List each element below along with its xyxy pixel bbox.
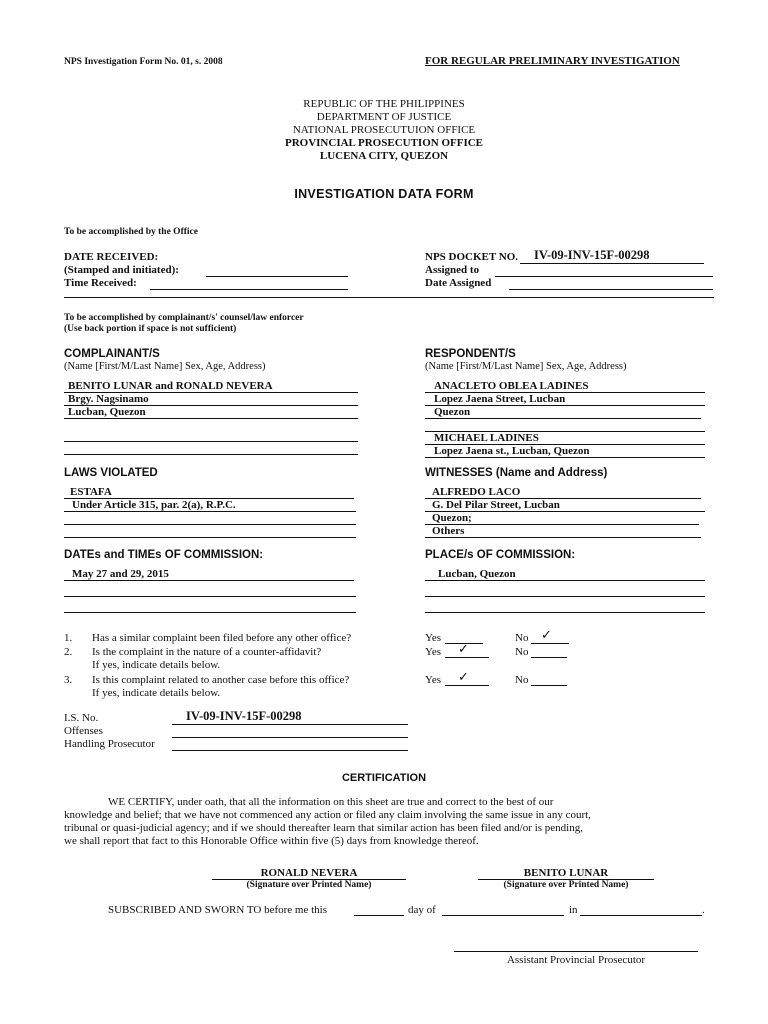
offenses-field[interactable]	[172, 737, 408, 738]
yes-label: Yes	[425, 632, 442, 644]
no-field[interactable]	[531, 685, 567, 686]
docket-field[interactable]	[520, 263, 704, 264]
place-line-1[interactable]	[425, 580, 705, 581]
sworn-period: .	[702, 904, 705, 916]
sworn-month-field[interactable]	[442, 915, 564, 916]
no-label: No	[515, 674, 529, 686]
place-line-2[interactable]	[425, 596, 705, 597]
complainant-line-3[interactable]	[64, 418, 358, 419]
question-text: Is the complaint in the nature of a counter-affidavit?	[92, 646, 322, 658]
sworn-text-1: SUBSCRIBED AND SWORN TO before me this	[108, 904, 327, 916]
offenses-label: Offenses	[64, 725, 103, 737]
question-text: Is this complaint related to another case before this office?	[92, 674, 350, 686]
sworn-place-field[interactable]	[580, 915, 702, 916]
no-field[interactable]	[531, 643, 569, 644]
witness-others: Others	[432, 525, 465, 537]
yes-field[interactable]	[445, 657, 489, 658]
complainant-note-1: To be accomplished by complainant/s' counsel/law enforcer	[64, 313, 304, 323]
question-number: 3.	[64, 674, 73, 686]
respondent-name-2: MICHAEL LADINES	[434, 432, 539, 444]
witnesses-heading: WITNESSES (Name and Address)	[425, 467, 608, 479]
law-line-4[interactable]	[64, 537, 356, 538]
complainant-name: BENITO LUNAR and RONALD NEVERA	[68, 380, 273, 392]
complainant-note-2: (Use back portion if space is not sufficient)	[64, 324, 237, 334]
yes-label: Yes	[425, 646, 442, 658]
assigned-to-label: Assigned to	[425, 264, 480, 276]
places-heading: PLACE/s OF COMMISSION:	[425, 549, 576, 561]
date-line-2[interactable]	[64, 596, 356, 597]
certification-line-3: tribunal or quasi-judicial agency; and if we should thereafter learn that similar action has been filed and/or is pending,	[64, 822, 583, 834]
law-line-3[interactable]	[64, 524, 356, 525]
respondents-heading: RESPONDENT/S	[425, 348, 516, 360]
date-line-1[interactable]	[64, 580, 354, 581]
yes-checkmark-icon: ✓	[458, 642, 469, 657]
question-text: Has a similar complaint been filed before any other office?	[92, 632, 352, 644]
is-no-field[interactable]	[172, 724, 408, 725]
witness-province: Quezon;	[432, 512, 472, 524]
sworn-text-3: in	[569, 904, 578, 916]
time-received-label: Time Received:	[64, 277, 137, 289]
yes-label: Yes	[425, 674, 442, 686]
is-no-label: I.S. No.	[64, 712, 99, 724]
prosecutor-signature-line[interactable]	[454, 951, 698, 952]
handling-prosecutor-field[interactable]	[172, 750, 408, 751]
stamped-field[interactable]	[206, 276, 348, 277]
complainants-heading: COMPLAINANT/S	[64, 348, 160, 360]
signer-2: BENITO LUNAR	[523, 867, 609, 879]
signature-caption-1: (Signature over Printed Name)	[246, 880, 372, 890]
signer-1: RONALD NEVERA	[260, 867, 358, 879]
witness-name: ALFREDO LACO	[432, 486, 521, 498]
signature-caption-2: (Signature over Printed Name)	[503, 880, 629, 890]
respondent-address-2: Lopez Jaena st., Lucban, Quezon	[434, 445, 590, 457]
page-title: INVESTIGATION DATA FORM	[294, 187, 474, 201]
respondent-line-6[interactable]	[425, 457, 705, 458]
law-name: ESTAFA	[70, 486, 112, 498]
place-value: Lucban, Quezon	[438, 568, 516, 580]
question-number: 2.	[64, 646, 73, 658]
form-number: NPS Investigation Form No. 01, s. 2008	[64, 57, 223, 67]
certification-line-1: WE CERTIFY, under oath, that all the information on this sheet are true and correct to the best of our	[108, 796, 554, 808]
witness-line-4[interactable]	[425, 537, 701, 538]
date-received-label: DATE RECEIVED:	[64, 251, 159, 263]
date-line-3[interactable]	[64, 612, 356, 613]
complainants-sub: (Name [First/M/Last Name] Sex, Age, Address)	[64, 361, 266, 372]
place-line-3[interactable]	[425, 612, 705, 613]
no-label: No	[515, 632, 529, 644]
complainant-line-5[interactable]	[64, 454, 358, 455]
law-line-2[interactable]	[64, 511, 356, 512]
yes-checkmark-icon: ✓	[458, 670, 469, 685]
time-received-field[interactable]	[150, 289, 348, 290]
law-article: Under Article 315, par. 2(a), R.P.C.	[72, 499, 236, 511]
agency-line-1: REPUBLIC OF THE PHILIPPINES	[303, 98, 465, 110]
date-assigned-label: Date Assigned	[425, 277, 492, 289]
respondent-name-1: ANACLETO OBLEA LADINES	[434, 380, 589, 392]
form-purpose: FOR REGULAR PRELIMINARY INVESTIGATION	[425, 55, 680, 67]
complainant-line-4[interactable]	[64, 441, 358, 442]
agency-line-5: LUCENA CITY, QUEZON	[319, 150, 449, 162]
no-field[interactable]	[531, 657, 567, 658]
no-checkmark-icon: ✓	[541, 628, 552, 643]
witness-line-3[interactable]	[425, 524, 699, 525]
complainant-address-2: Lucban, Quezon	[68, 406, 146, 418]
agency-line-3: NATIONAL PROSECUTUION OFFICE	[292, 124, 476, 136]
date-assigned-field[interactable]	[509, 289, 713, 290]
stamped-label: (Stamped and initiated):	[64, 264, 179, 276]
no-label: No	[515, 646, 529, 658]
office-note: To be accomplished by the Office	[64, 227, 198, 237]
date-value: May 27 and 29, 2015	[72, 568, 169, 580]
handling-prosecutor-label: Handling Prosecutor	[64, 738, 155, 750]
agency-line-2: DEPARTMENT OF JUSTICE	[316, 111, 452, 123]
docket-value: IV-09-INV-15F-00298	[534, 248, 650, 262]
docket-label: NPS DOCKET NO.	[425, 251, 519, 263]
certification-line-4: we shall report that fact to this Honorable Office within five (5) days from knowledge thereof.	[64, 835, 479, 847]
complainant-address-1: Brgy. Nagsinamo	[68, 393, 149, 405]
dates-heading: DATEs and TIMEs OF COMMISSION:	[64, 549, 264, 561]
respondent-address-1: Lopez Jaena Street, Lucban	[434, 393, 566, 405]
assigned-to-field[interactable]	[495, 276, 713, 277]
witness-address: G. Del Pilar Street, Lucban	[432, 499, 560, 511]
respondents-sub: (Name [First/M/Last Name] Sex, Age, Address)	[425, 361, 627, 372]
question-number: 1.	[64, 632, 73, 644]
section-divider	[64, 297, 714, 298]
certification-heading: CERTIFICATION	[341, 772, 427, 784]
respondent-address-1b: Quezon	[434, 406, 471, 418]
yes-field[interactable]	[445, 685, 489, 686]
agency-line-4: PROVINCIAL PROSECUTION OFFICE	[284, 137, 484, 149]
is-no-value: IV-09-INV-15F-00298	[186, 709, 302, 723]
question-subtext: If yes, indicate details below.	[92, 659, 221, 671]
sworn-text-2: day of	[408, 904, 436, 916]
sworn-day-field[interactable]	[354, 915, 404, 916]
respondent-line-3[interactable]	[425, 418, 701, 419]
certification-line-2: knowledge and belief; that we have not commenced any action or filed any claim involving the same issue in any court,	[64, 809, 591, 821]
laws-heading: LAWS VIOLATED	[64, 467, 158, 479]
prosecutor-title: Assistant Provincial Prosecutor	[506, 954, 646, 966]
question-subtext: If yes, indicate details below.	[92, 687, 221, 699]
